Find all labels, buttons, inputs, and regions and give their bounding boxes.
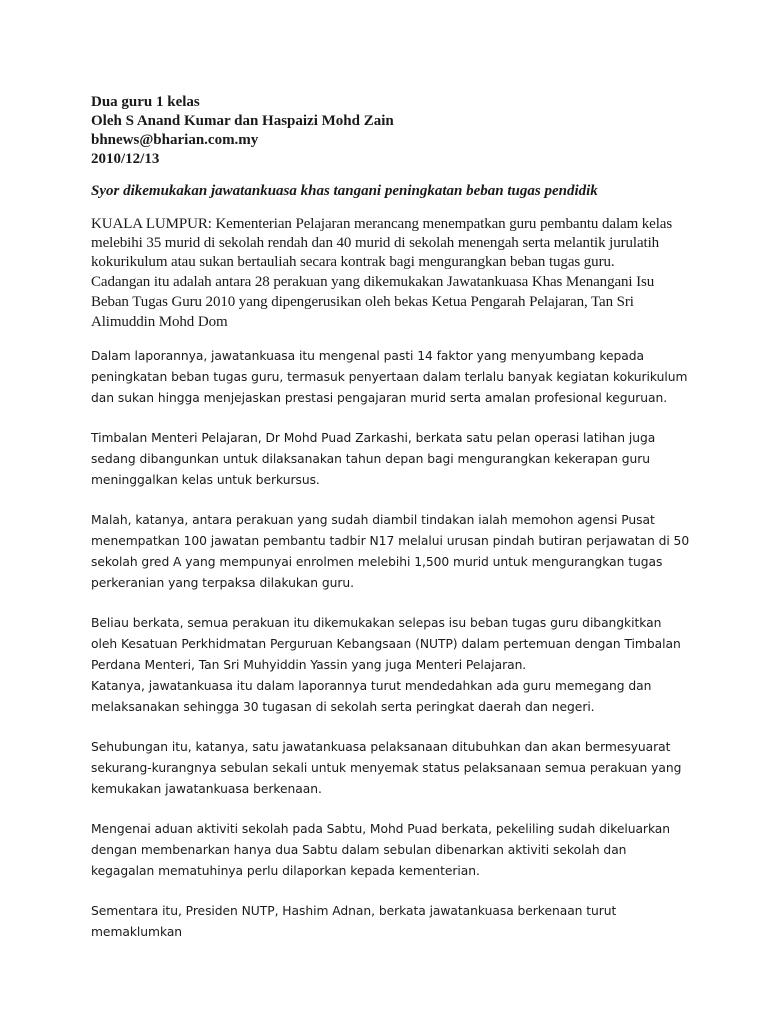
body-paragraph: Malah, katanya, antara perakuan yang sudah diambil tindakan ialah memohon agensi Pusat menempatkan 100 jawatan pembantu tadbir N17 melalui urusan pindah butiran perjawatan di 50 sekolah gred A yang mempunyai enrolmen melebihi 1,500 murid untuk mengurangkan tugas perkeranian yang terpaksa dilakukan guru. [91,513,690,590]
article-headline: Syor dikemukakan jawatankuasa khas tangani peningkatan beban tugas pendidik [91,183,598,199]
body-paragraph: Mengenai aduan aktiviti sekolah pada Sabtu, Mohd Puad berkata, pekeliling sudah dikeluarkan dengan membenarkan hanya dua Sabtu dalam sebulan dibenarkan aktiviti sekolah dan kegagalan mematuhinya perlu dilaporkan kepada kementerian. [91,822,671,878]
body-paragraph: Dalam laporannya, jawatankuasa itu mengenal pasti 14 faktor yang menyumbang kepada peningkatan beban tugas guru, termasuk penyertaan dalam terlalu banyak kegiatan kokurikulum dan sukan hingga menjejaskan prestasi pengajaran murid serta amalan profesional keguruan. [91,349,688,405]
body-paragraph: Beliau berkata, semua perakuan itu dikemukakan selepas isu beban tugas guru dibangkitkan oleh Kesatuan Perkhidmatan Perguruan Kebangsaan (NUTP) dalam pertemuan dengan Timbalan Perdana Menteri, Tan Sri Muhyiddin Yassin yang juga Menteri Pelajaran. [91,616,681,672]
article-email: bhnews@bharian.com.my [91,132,259,148]
body-paragraph: Katanya, jawatankuasa itu dalam laporannya turut mendedahkan ada guru memegang dan melaksanakan sehingga 30 tugasan di sekolah serta peringkat daerah dan negeri. [91,679,652,714]
body-paragraph: Sehubungan itu, katanya, satu jawatankuasa pelaksanaan ditubuhkan dan akan bermesyuarat sekurang-kurangnya sebulan sekali untuk menyemak status pelaksanaan semua perakuan yang kemukakan jawatankuasa berkenaan. [91,740,682,796]
body-paragraph: Sementara itu, Presiden NUTP, Hashim Adnan, berkata jawatankuasa berkenaan turut memaklumkan [91,904,617,939]
article-page [91,93,691,943]
article-byline: Oleh S Anand Kumar dan Haspaizi Mohd Zain [91,113,394,129]
article-title: Dua guru 1 kelas [91,94,200,110]
article-date: 2010/12/13 [91,151,160,167]
lead-paragraph: KUALA LUMPUR: Kementerian Pelajaran merancang menempatkan guru pembantu dalam kelas melebihi 35 murid di sekolah rendah dan 40 murid di sekolah menengah serta melantik jurulatih kokurikulum atau sukan bertauliah secara kontrak bagi mengurangkan beban tugas guru. [91,216,673,270]
lead-paragraph: Cadangan itu adalah antara 28 perakuan yang dikemukakan Jawatankuasa Khas Menangani Isu Beban Tugas Guru 2010 yang dipengerusikan oleh bekas Ketua Pengarah Pelajaran, Tan Sri Alimuddin Mohd Dom [91,274,655,330]
body-paragraph: Timbalan Menteri Pelajaran, Dr Mohd Puad Zarkashi, berkata satu pelan operasi latihan juga sedang dibangunkan untuk dilaksanakan tahun depan bagi mengurangkan kekerapan guru meninggalkan kelas untuk berkursus. [91,431,656,487]
